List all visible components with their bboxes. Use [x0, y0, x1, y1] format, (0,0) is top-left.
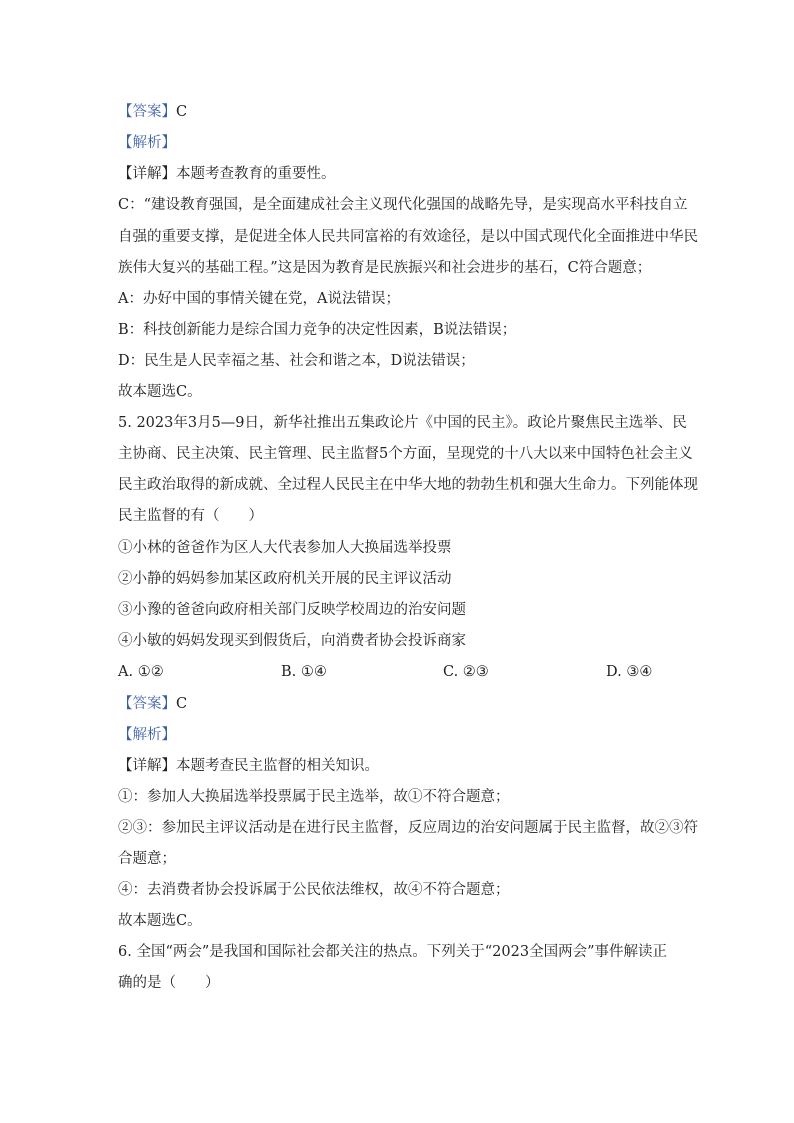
q5-item: ②小静的妈妈参加某区政府机关开展的民主评议活动 [118, 571, 452, 587]
q5-stem-line: 5. 2023年3月5—9日，新华社推出五集政论片《中国的民主》。政论片聚焦民主选举、民 [118, 415, 687, 431]
option-b: B. ①④ [281, 664, 327, 680]
detail-tag: 【详解】 [118, 166, 176, 182]
q5-item: ①小林的爸爸作为区人大代表参加人大换届选举投票 [118, 540, 452, 556]
q4-analysis-line: C：“建设教育强国，是全面建成社会主义现代化强国的战略先导，是实现高水平科技自立 [118, 197, 688, 213]
q5-answer-line [118, 693, 688, 715]
q5-analysis-line: 合题意； [118, 851, 176, 867]
detail-intro: 本题考查教育的重要性。 [176, 166, 336, 182]
q4-analysis-line: D：民生是人民幸福之基、社会和谐之本，D说法错误； [118, 353, 475, 369]
q4-conclusion: 故本题选C。 [118, 384, 202, 400]
q5-item: ③小豫的爸爸向政府相关部门反映学校周边的治安问题 [118, 602, 466, 618]
answer-value: C [176, 104, 188, 120]
q4-answer-line [118, 101, 688, 123]
answer-tag: 【答案】 [118, 696, 176, 712]
q6-stem-line: 确的是（ ） [118, 975, 220, 991]
option-c: C. ②③ [443, 664, 489, 680]
option-d: D. ③④ [606, 664, 653, 680]
q5-analysis-line: ④：去消费者协会投诉属于公民依法维权，故④不符合题意； [118, 882, 510, 898]
q4-analysis-line: B：科技创新能力是综合国力竞争的决定性因素，B说法错误； [118, 322, 517, 338]
q4-analysis-tag: 【解析】 [118, 135, 176, 151]
q4-analysis-line: A：办好中国的事情关键在党，A说法错误； [118, 291, 400, 307]
q4-analysis-line: 自强的重要支撑，是促进全体人民共同富裕的有效途径，是以中国式现代化全面推进中华民 [118, 229, 698, 245]
q4-detail-line [118, 163, 688, 185]
q5-analysis-line: ①：参加人大换届选举投票属于民主选举，故①不符合题意； [118, 789, 510, 805]
q5-analysis-tag: 【解析】 [118, 727, 176, 743]
q5-stem-line: 民主监督的有（ ） [118, 508, 263, 524]
q5-item: ④小敏的妈妈发现买到假货后，向消费者协会投诉商家 [118, 633, 466, 649]
answer-value: C [176, 696, 188, 712]
q5-stem-line: 主协商、民主决策、民主管理、民主监督5个方面，呈现党的十八大以来中国特色社会主义 [118, 446, 693, 462]
option-a: A. ①② [118, 664, 164, 680]
detail-intro: 本题考查民主监督的相关知识。 [176, 758, 379, 774]
q5-stem-line: 民主政治取得的新成就、全过程人民民主在中华大地的勃勃生机和强大生命力。下列能体现 [118, 477, 698, 493]
answer-tag: 【答案】 [118, 104, 176, 120]
q5-analysis-line: ②③：参加民主评议活动是在进行民主监督，反应周边的治安问题属于民主监督，故②③符 [118, 820, 698, 836]
q5-detail-line [118, 755, 688, 777]
q6-stem-line: 6. 全国“两会”是我国和国际社会都关注的热点。下列关于“2023全国两会”事件解读正 [118, 944, 667, 960]
q5-conclusion: 故本题选C。 [118, 913, 202, 929]
q4-analysis-line: 族伟大复兴的基础工程。”这是因为教育是民族振兴和社会进步的基石，C符合题意； [118, 260, 652, 276]
detail-tag: 【详解】 [118, 758, 176, 774]
